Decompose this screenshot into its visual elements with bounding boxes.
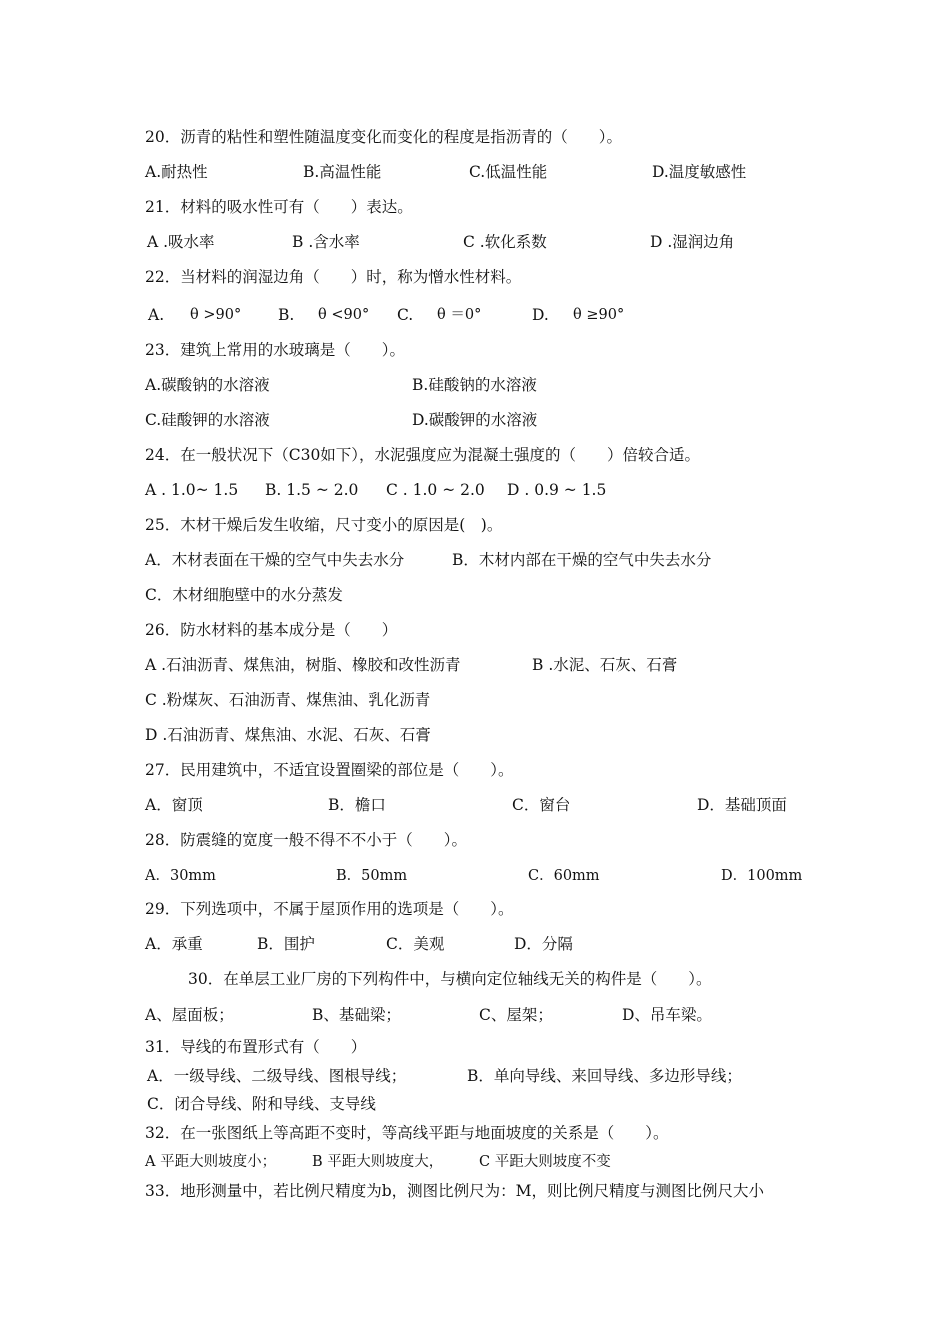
question-23-option-a: A.碳酸钠的水溶液 — [145, 376, 270, 394]
question-23-stem: 23．建筑上常用的水玻璃是（ ）。 — [145, 341, 405, 359]
question-23-option-c: C.硅酸钾的水溶液 — [145, 411, 270, 429]
question-30-option-d: D、吊车梁。 — [622, 1006, 712, 1024]
question-21-option-d: D .湿润边角 — [650, 233, 735, 251]
question-20-option-b: B.高温性能 — [303, 163, 382, 181]
question-28-option-c: C．60mm — [528, 868, 600, 884]
question-21-option-b: B .含水率 — [292, 233, 360, 251]
question-27-stem: 27．民用建筑中，不适宜设置圈梁的部位是（ ）。 — [145, 761, 514, 779]
question-26-option-a: A .石油沥青、煤焦油，树脂、橡胶和改性沥青 — [145, 656, 461, 674]
question-27-option-c: C．窗台 — [512, 796, 571, 814]
question-24-option-b: B. 1.5 ~ 2.0 — [265, 481, 359, 499]
question-20-option-d: D.温度敏感性 — [652, 163, 747, 181]
question-22-option-a-value: θ >90° — [190, 307, 242, 323]
question-28-option-b: B．50mm — [336, 868, 408, 884]
question-26-option-d: D .石油沥青、煤焦油、水泥、石灰、石膏 — [145, 726, 431, 744]
question-29-option-a: A．承重 — [145, 935, 203, 953]
question-23-option-d: D.碳酸钾的水溶液 — [412, 411, 538, 429]
question-24-option-a: A . 1.0~ 1.5 — [145, 481, 239, 499]
question-21-option-c: C .软化系数 — [463, 233, 547, 251]
question-26-stem: 26．防水材料的基本成分是（ ） — [145, 621, 398, 639]
question-32-option-c: C 平距大则坡度不变 — [479, 1154, 611, 1170]
question-24-option-d: D . 0.9 ~ 1.5 — [507, 481, 607, 499]
question-22-option-d-letter: D. — [532, 306, 549, 324]
question-31-stem: 31．导线的布置形式有（ ） — [145, 1038, 367, 1056]
question-21-stem: 21．材料的吸水性可有（ ）表达。 — [145, 198, 413, 216]
question-29-option-b: B．围护 — [257, 935, 315, 953]
question-22-option-d-value: θ ≥90° — [573, 307, 625, 323]
question-28-stem: 28．防震缝的宽度一般不得不不小于（ ）。 — [145, 831, 467, 849]
question-31-option-b: B．单向导线、来回导线、多边形导线； — [467, 1067, 742, 1085]
question-29-option-c: C．美观 — [386, 935, 445, 953]
question-23-option-b: B.硅酸钠的水溶液 — [412, 376, 537, 394]
question-29-stem: 29．下列选项中，不属于屋顶作用的选项是（ ）。 — [145, 900, 514, 918]
question-33-stem: 33．地形测量中，若比例尺精度为b，测图比例尺为：M，则比例尺精度与测图比例尺大小 — [145, 1182, 765, 1200]
question-30-option-a: A、屋面板； — [145, 1006, 234, 1024]
question-20-stem: 20．沥青的粘性和塑性随温度变化而变化的程度是指沥青的（ ）。 — [145, 128, 622, 146]
question-22-stem: 22．当材料的润湿边角（ ）时，称为憎水性材料。 — [145, 268, 522, 286]
question-30-option-c: C、屋架； — [479, 1006, 553, 1024]
question-26-option-b: B .水泥、石灰、石膏 — [532, 656, 678, 674]
question-25-stem: 25．木材干燥后发生收缩，尺寸变小的原因是( )。 — [145, 516, 503, 534]
question-32-option-a: A 平距大则坡度小； — [145, 1154, 277, 1170]
question-24-option-c: C . 1.0 ~ 2.0 — [386, 481, 485, 499]
question-31-option-a: A．一级导线、二级导线、图根导线； — [147, 1067, 407, 1085]
question-22-option-c-letter: C. — [397, 306, 414, 324]
question-28-option-a: A．30mm — [145, 868, 216, 884]
question-31-option-c: C．闭合导线、附和导线、支导线 — [147, 1095, 376, 1113]
question-29-option-d: D．分隔 — [514, 935, 573, 953]
question-22-option-c-value: θ ＝0° — [437, 307, 482, 323]
question-32-option-b: B 平距大则坡度大， — [312, 1154, 444, 1170]
question-21-option-a: A .吸水率 — [147, 233, 215, 251]
question-28-option-d: D．100mm — [721, 868, 803, 884]
question-24-stem: 24．在一般状况下（C30如下），水泥强度应为混凝土强度的（ ）倍较合适。 — [145, 446, 701, 464]
question-30-stem: 30．在单层工业厂房的下列构件中，与横向定位轴线无关的构件是（ ）。 — [188, 970, 712, 988]
question-25-option-a: A．木材表面在干燥的空气中失去水分 — [145, 551, 405, 569]
question-22-option-a-letter: A. — [148, 306, 165, 324]
question-30-option-b: B、基础梁； — [312, 1006, 401, 1024]
question-27-option-a: A．窗顶 — [145, 796, 203, 814]
question-27-option-d: D．基础顶面 — [697, 796, 787, 814]
question-25-option-c: C．木材细胞壁中的水分蒸发 — [145, 586, 343, 604]
question-27-option-b: B．檐口 — [328, 796, 386, 814]
question-22-option-b-letter: B. — [278, 306, 295, 324]
question-25-option-b: B．木材内部在干燥的空气中失去水分 — [452, 551, 712, 569]
question-22-option-b-value: θ <90° — [318, 307, 370, 323]
question-20-option-c: C.低温性能 — [469, 163, 548, 181]
question-26-option-c: C .粉煤灰、石油沥青、煤焦油、乳化沥青 — [145, 691, 431, 709]
question-32-stem: 32．在一张图纸上等高距不变时，等高线平距与地面坡度的关系是（ ）。 — [145, 1124, 669, 1142]
question-20-option-a: A.耐热性 — [145, 163, 208, 181]
